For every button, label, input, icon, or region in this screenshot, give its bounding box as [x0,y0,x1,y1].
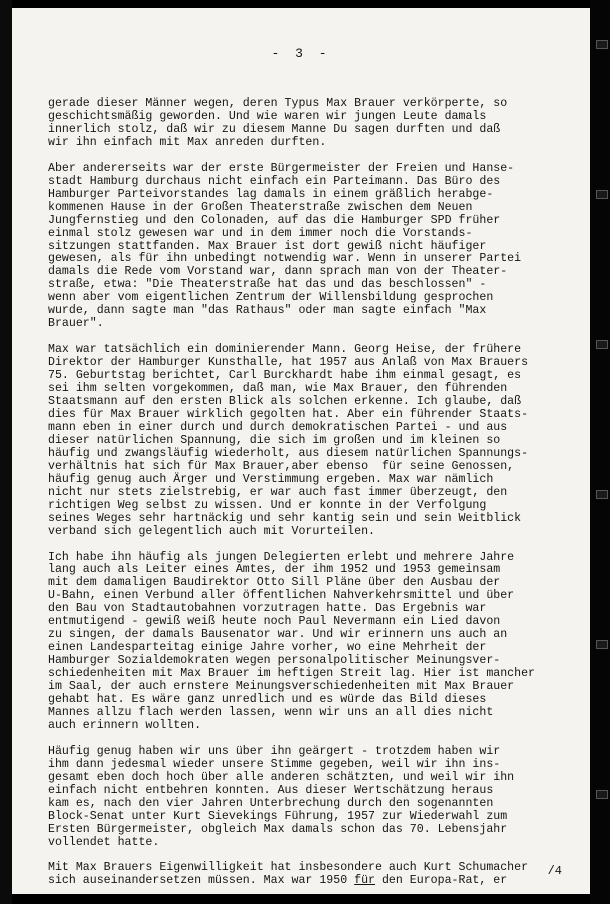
text-line: U-Bahn, einen Verbund aller öffentlichen Nahverkehrsmittel und über [48,589,515,603]
text-line: Block-Senat unter Kurt Sievekings Führung, 1957 zur Wiederwahl zum [48,809,508,823]
text-line: wenn aber vom eigentlichen Zentrum der Willensbildung gesprochen [48,291,494,305]
text-line: Jungfernstieg und den Colonaden, auf das die Hamburger SPD früher [48,213,501,227]
film-hole [596,190,608,199]
text-line: auch erinnern wollten. [48,718,202,732]
text-line: kam es, nach den vier Jahren Unterbrechung durch den sogenannten [48,796,494,810]
text-line: wir ihn einfach mit Max anreden durften. [48,135,327,149]
text-line: Mit Max Brauers Eigenwilligkeit hat insbesondere auch Kurt Schumacher [48,861,529,875]
text-line: innerlich stolz, daß wir zu diesem Manne Du sagen durften und daß [48,122,501,136]
document-body [48,98,566,901]
text-fragment: den Europa-Rat, er [375,874,508,888]
text-line: Hamburger Sozialdemokraten wegen personalpolitischer Meinungsver- [48,654,501,668]
paragraph [48,344,566,538]
text-line: verband sich gelegentlich auch mit Vorurteilen. [48,524,375,538]
paragraph [48,98,566,150]
scan-right-edge [590,0,610,904]
text-line: straße, etwa: "Die Theaterstraße hat das und das beschlossen" - [48,278,487,292]
text-line: häufig und zwangsläufig wiederholt, aus diesem natürlichen Spannungs- [48,446,529,460]
document-page [12,8,590,894]
continuation-marker: /4 [547,864,562,878]
text-line: entmutigend - gewiß weiß heute noch Paul Nevermann ein Lied davon [48,615,501,629]
text-line: dies für Max Brauer wirklich gegolten hat. Aber ein führender Staats- [48,407,529,421]
text-line: nicht nur stets zielstrebig, er war auch fast immer überzeugt, den [48,485,508,499]
text-line: einen Landesparteitag einige Jahre vorher, wo eine Mehrheit der [48,641,487,655]
text-line: seines Weges sehr hartnäckig und sehr kantig sein und sein Weitblick [48,511,522,525]
text-line: schiedenheiten mit Max Brauer im heftigen Streit lag. Hier ist mancher [48,667,536,681]
text-line: den Bau von Stadtautobahnen vorzutragen hatte. Das Ergebnis war [48,602,487,616]
text-line: gewesen, als für ihn unbedingt notwendig war. Wenn in unserer Partei [48,252,522,266]
text-line: 75. Geburtstag berichtet, Carl Burckhardt habe ihm einmal gesagt, es [48,369,522,383]
text-line: vollendet hatte. [48,835,160,849]
text-line: ihm dann jedesmal wieder unsere Stimme gegeben, weil wir ihn ins- [48,757,501,771]
text-line: zu singen, der damals Bausenator war. Und wir erinnern uns auch an [48,628,508,642]
page-number: - 3 - [271,46,331,61]
text-line: richtigen Weg selbst zu wissen. Und er konnte in der Verfolgung [48,498,487,512]
text-line: einmal stolz gewesen war und in dem immer noch die Vorstands- [48,226,473,240]
paragraph [48,552,566,733]
text-line: einfach nicht entbehren konnten. Aus dieser Wertschätzung heraus [48,783,494,797]
text-line: damals die Rede vom Vorstand war, dann sprach man von der Theater- [48,265,508,279]
film-hole [596,40,608,49]
text-line: verhältnis hat sich für Max Brauer,aber ebenso für seine Genossen, [48,459,515,473]
text-line: Ersten Bürgermeister, obgleich Max damals schon das 70. Lebensjahr [48,822,508,836]
text-line: Hamburger Parteivorstandes lag damals in einem gräßlich herabge- [48,187,494,201]
text-line: häufig genug auch Ärger und Verstimmung ergeben. Max war nämlich [48,472,494,486]
paragraph [48,746,566,850]
paragraph [48,163,566,331]
text-line: lang auch als Leiter eines Amtes, der ihm 1952 und 1953 gemeinsam [48,563,501,577]
text-line: im Saal, der auch ernstere Meinungsverschiedenheiten mit Max Brauer [48,680,515,694]
text-line: Staatsmann auf den ersten Blick als solchen erkenne. Ich glaube, daß [48,395,522,409]
text-line: Ich habe ihn häufig als jungen Delegierten erlebt und mehrere Jahre [48,550,515,564]
scan-left-edge [0,0,12,904]
text-line: kommenen Hause in der Großen Theaterstraße zwischen dem Neuen [48,200,473,214]
text-line: Direktor der Hamburger Kunsthalle, hat 1957 aus Anlaß von Max Brauers [48,356,529,370]
text-line: Häufig genug haben wir uns über ihn geärgert - trotzdem haben wir [48,744,501,758]
paragraph-last [48,862,566,888]
film-hole [596,790,608,799]
text-line: gehabt hat. Es wäre ganz unredlich und es würde das Bild dieses [48,692,487,706]
text-line: gesamt eben doch hoch über alle anderen schätzten, und weil wir ihn [48,770,515,784]
text-line [48,875,566,888]
text-line: geschichtsmäßig geworden. Und wie waren wir jungen Leute damals [48,109,487,123]
text-line: sei ihm selten vorgekommen, daß man, wie Max Brauer, den führenden [48,382,508,396]
text-line: dieser natürlichen Spannung, die sich im großen und im kleinen so [48,433,501,447]
underlined-word: für [354,874,375,888]
text-fragment: sich auseinandersetzen müssen. Max war 1950 [48,874,355,888]
film-hole [596,490,608,499]
text-line: Max war tatsächlich ein dominierender Mann. Georg Heise, der frühere [48,343,522,357]
text-line: stadt Hamburg durchaus nicht einfach ein Parteimann. Das Büro des [48,174,501,188]
text-line: sitzungen stattfanden. Max Brauer ist dort gewiß nicht häufiger [48,239,487,253]
text-line: gerade dieser Männer wegen, deren Typus Max Brauer verkörperte, so [48,97,508,110]
film-hole [596,340,608,349]
text-line: wurde, dann sagte man "das Rathaus" oder man sagte einfach "Max [48,304,487,318]
text-line: Aber andererseits war der erste Bürgermeister der Freien und Hanse- [48,161,515,175]
paragraph-list [48,98,566,849]
text-line: Mannes allzu flach werden lassen, wenn wir uns an all dies nicht [48,705,494,719]
text-line: Brauer". [48,317,104,331]
text-line: mann eben in einer durch und durch demokratischen Partei - und aus [48,420,508,434]
film-hole [596,640,608,649]
text-line: mit dem damaligen Baudirektor Otto Sill Pläne über den Ausbau der [48,576,501,590]
